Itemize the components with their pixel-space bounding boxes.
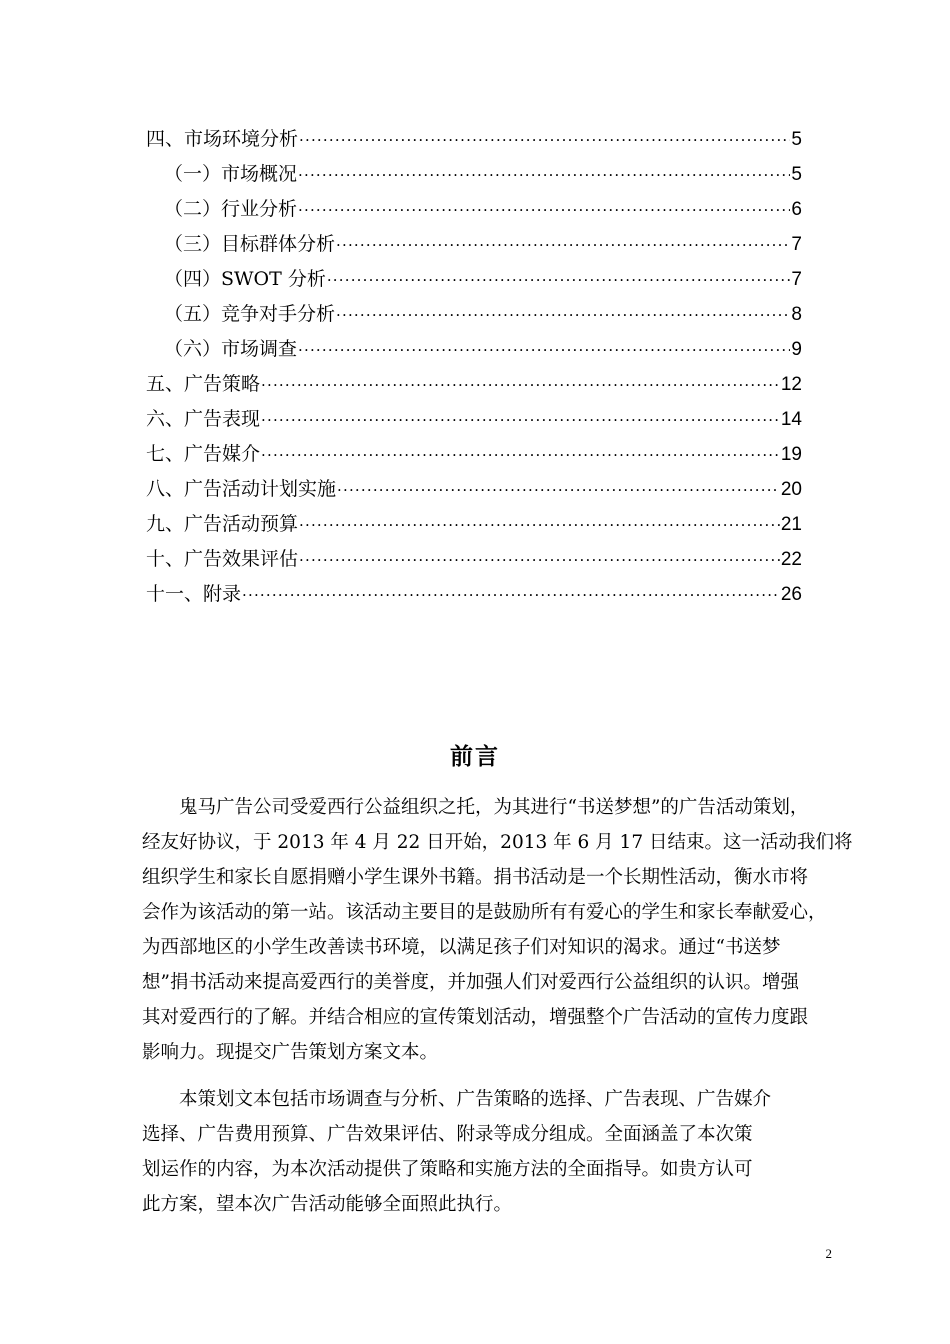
table-of-contents [146, 122, 802, 612]
toc-entry-label: （三）目标群体分析 [164, 233, 336, 255]
toc-dot-leader [299, 508, 780, 543]
toc-entry-label: （一）市场概况 [164, 163, 298, 185]
toc-entry-page: 20 [780, 479, 802, 500]
toc-dot-leader [261, 438, 780, 473]
toc-entry-label: 十一、附录 [146, 583, 242, 605]
toc-entry-label: 四、市场环境分析 [146, 128, 299, 150]
paragraph-line: 本策划文本包括市场调查与分析、广告策略的选择、广告表现、广告媒介 [179, 1089, 772, 1110]
toc-entry[interactable] [146, 297, 802, 332]
toc-entry-page: 9 [791, 339, 802, 360]
toc-entry[interactable] [146, 507, 802, 542]
toc-entry-page: 14 [780, 409, 802, 430]
toc-entry-page: 19 [780, 444, 802, 465]
toc-dot-leader [261, 403, 780, 438]
toc-dot-leader [298, 333, 790, 368]
toc-entry-label: 九、广告活动预算 [146, 513, 299, 535]
toc-entry[interactable] [146, 437, 802, 472]
toc-entry[interactable] [146, 472, 802, 507]
paragraph-line: 选择、广告费用预算、广告效果评估、附录等成分组成。全面涵盖了本次策 [142, 1124, 753, 1145]
toc-entry-label: （五）竞争对手分析 [164, 303, 336, 325]
toc-entry-page: 7 [791, 234, 802, 255]
toc-entry-page: 7 [791, 269, 802, 290]
toc-dot-leader [298, 158, 790, 193]
toc-entry-page: 6 [791, 199, 802, 220]
toc-entry[interactable] [146, 157, 802, 192]
toc-dot-leader [336, 298, 790, 333]
toc-dot-leader [336, 228, 790, 263]
toc-entry[interactable] [146, 332, 802, 367]
toc-entry[interactable] [146, 227, 802, 262]
toc-entry-label: 七、广告媒介 [146, 443, 261, 465]
toc-entry-page: 26 [780, 584, 802, 605]
toc-entry[interactable] [146, 262, 802, 297]
toc-entry-label: 八、广告活动计划实施 [146, 478, 337, 500]
toc-entry-page: 5 [791, 129, 802, 150]
preface-paragraph-2 [142, 1082, 854, 1222]
paragraph-line: 经友好协议，于 2013 年 4 月 22 日开始，2013 年 6 月 17 日结束。这一活动我们将 [142, 832, 853, 853]
toc-dot-leader [261, 368, 780, 403]
paragraph-line: 此方案，望本次广告活动能够全面照此执行。 [142, 1194, 513, 1215]
preface-paragraph-1 [142, 790, 854, 1070]
toc-entry-label: 六、广告表现 [146, 408, 261, 430]
toc-entry-page: 5 [791, 164, 802, 185]
paragraph-line: 划运作的内容，为本次活动提供了策略和实施方法的全面指导。如贵方认可 [142, 1159, 753, 1180]
paragraph-line: 为西部地区的小学生改善读书环境，以满足孩子们对知识的渴求。通过“书送梦 [142, 937, 781, 958]
toc-dot-leader [298, 193, 790, 228]
toc-entry[interactable] [146, 542, 802, 577]
toc-entry[interactable] [146, 192, 802, 227]
paragraph-line: 组织学生和家长自愿捐赠小学生课外书籍。捐书活动是一个长期性活动，衡水市将 [142, 867, 809, 888]
toc-entry[interactable] [146, 122, 802, 157]
paragraph-line: 鬼马广告公司受爱西行公益组织之托，为其进行“书送梦想”的广告活动策划， [179, 797, 809, 818]
toc-dot-leader [299, 543, 780, 578]
toc-entry-label: （六）市场调查 [164, 338, 298, 360]
toc-entry-label: （二）行业分析 [164, 198, 298, 220]
toc-dot-leader [327, 263, 791, 298]
toc-entry[interactable] [146, 402, 802, 437]
toc-dot-leader [299, 123, 790, 158]
toc-entry[interactable] [146, 367, 802, 402]
preface-title: 前言 [450, 744, 500, 770]
toc-entry[interactable] [146, 577, 802, 612]
toc-entry-label: 五、广告策略 [146, 373, 261, 395]
toc-entry-page: 22 [780, 549, 802, 570]
page-number: 2 [825, 1246, 832, 1261]
toc-dot-leader [337, 473, 780, 508]
paragraph-line: 其对爱西行的了解。并结合相应的宣传策划活动，增强整个广告活动的宣传力度跟 [142, 1007, 809, 1028]
paragraph-line: 想”捐书活动来提高爱西行的美誉度，并加强人们对爱西行公益组织的认识。增强 [142, 972, 799, 993]
toc-entry-label: 十、广告效果评估 [146, 548, 299, 570]
toc-entry-page: 12 [780, 374, 802, 395]
paragraph-line: 会作为该活动的第一站。该活动主要目的是鼓励所有有爱心的学生和家长奉献爱心， [142, 902, 827, 923]
paragraph-line: 影响力。现提交广告策划方案文本。 [142, 1042, 439, 1063]
toc-entry-label: （四）SWOT 分析 [164, 268, 326, 290]
toc-entry-page: 8 [791, 304, 802, 325]
toc-entry-page: 21 [780, 514, 802, 535]
toc-dot-leader [242, 578, 780, 613]
